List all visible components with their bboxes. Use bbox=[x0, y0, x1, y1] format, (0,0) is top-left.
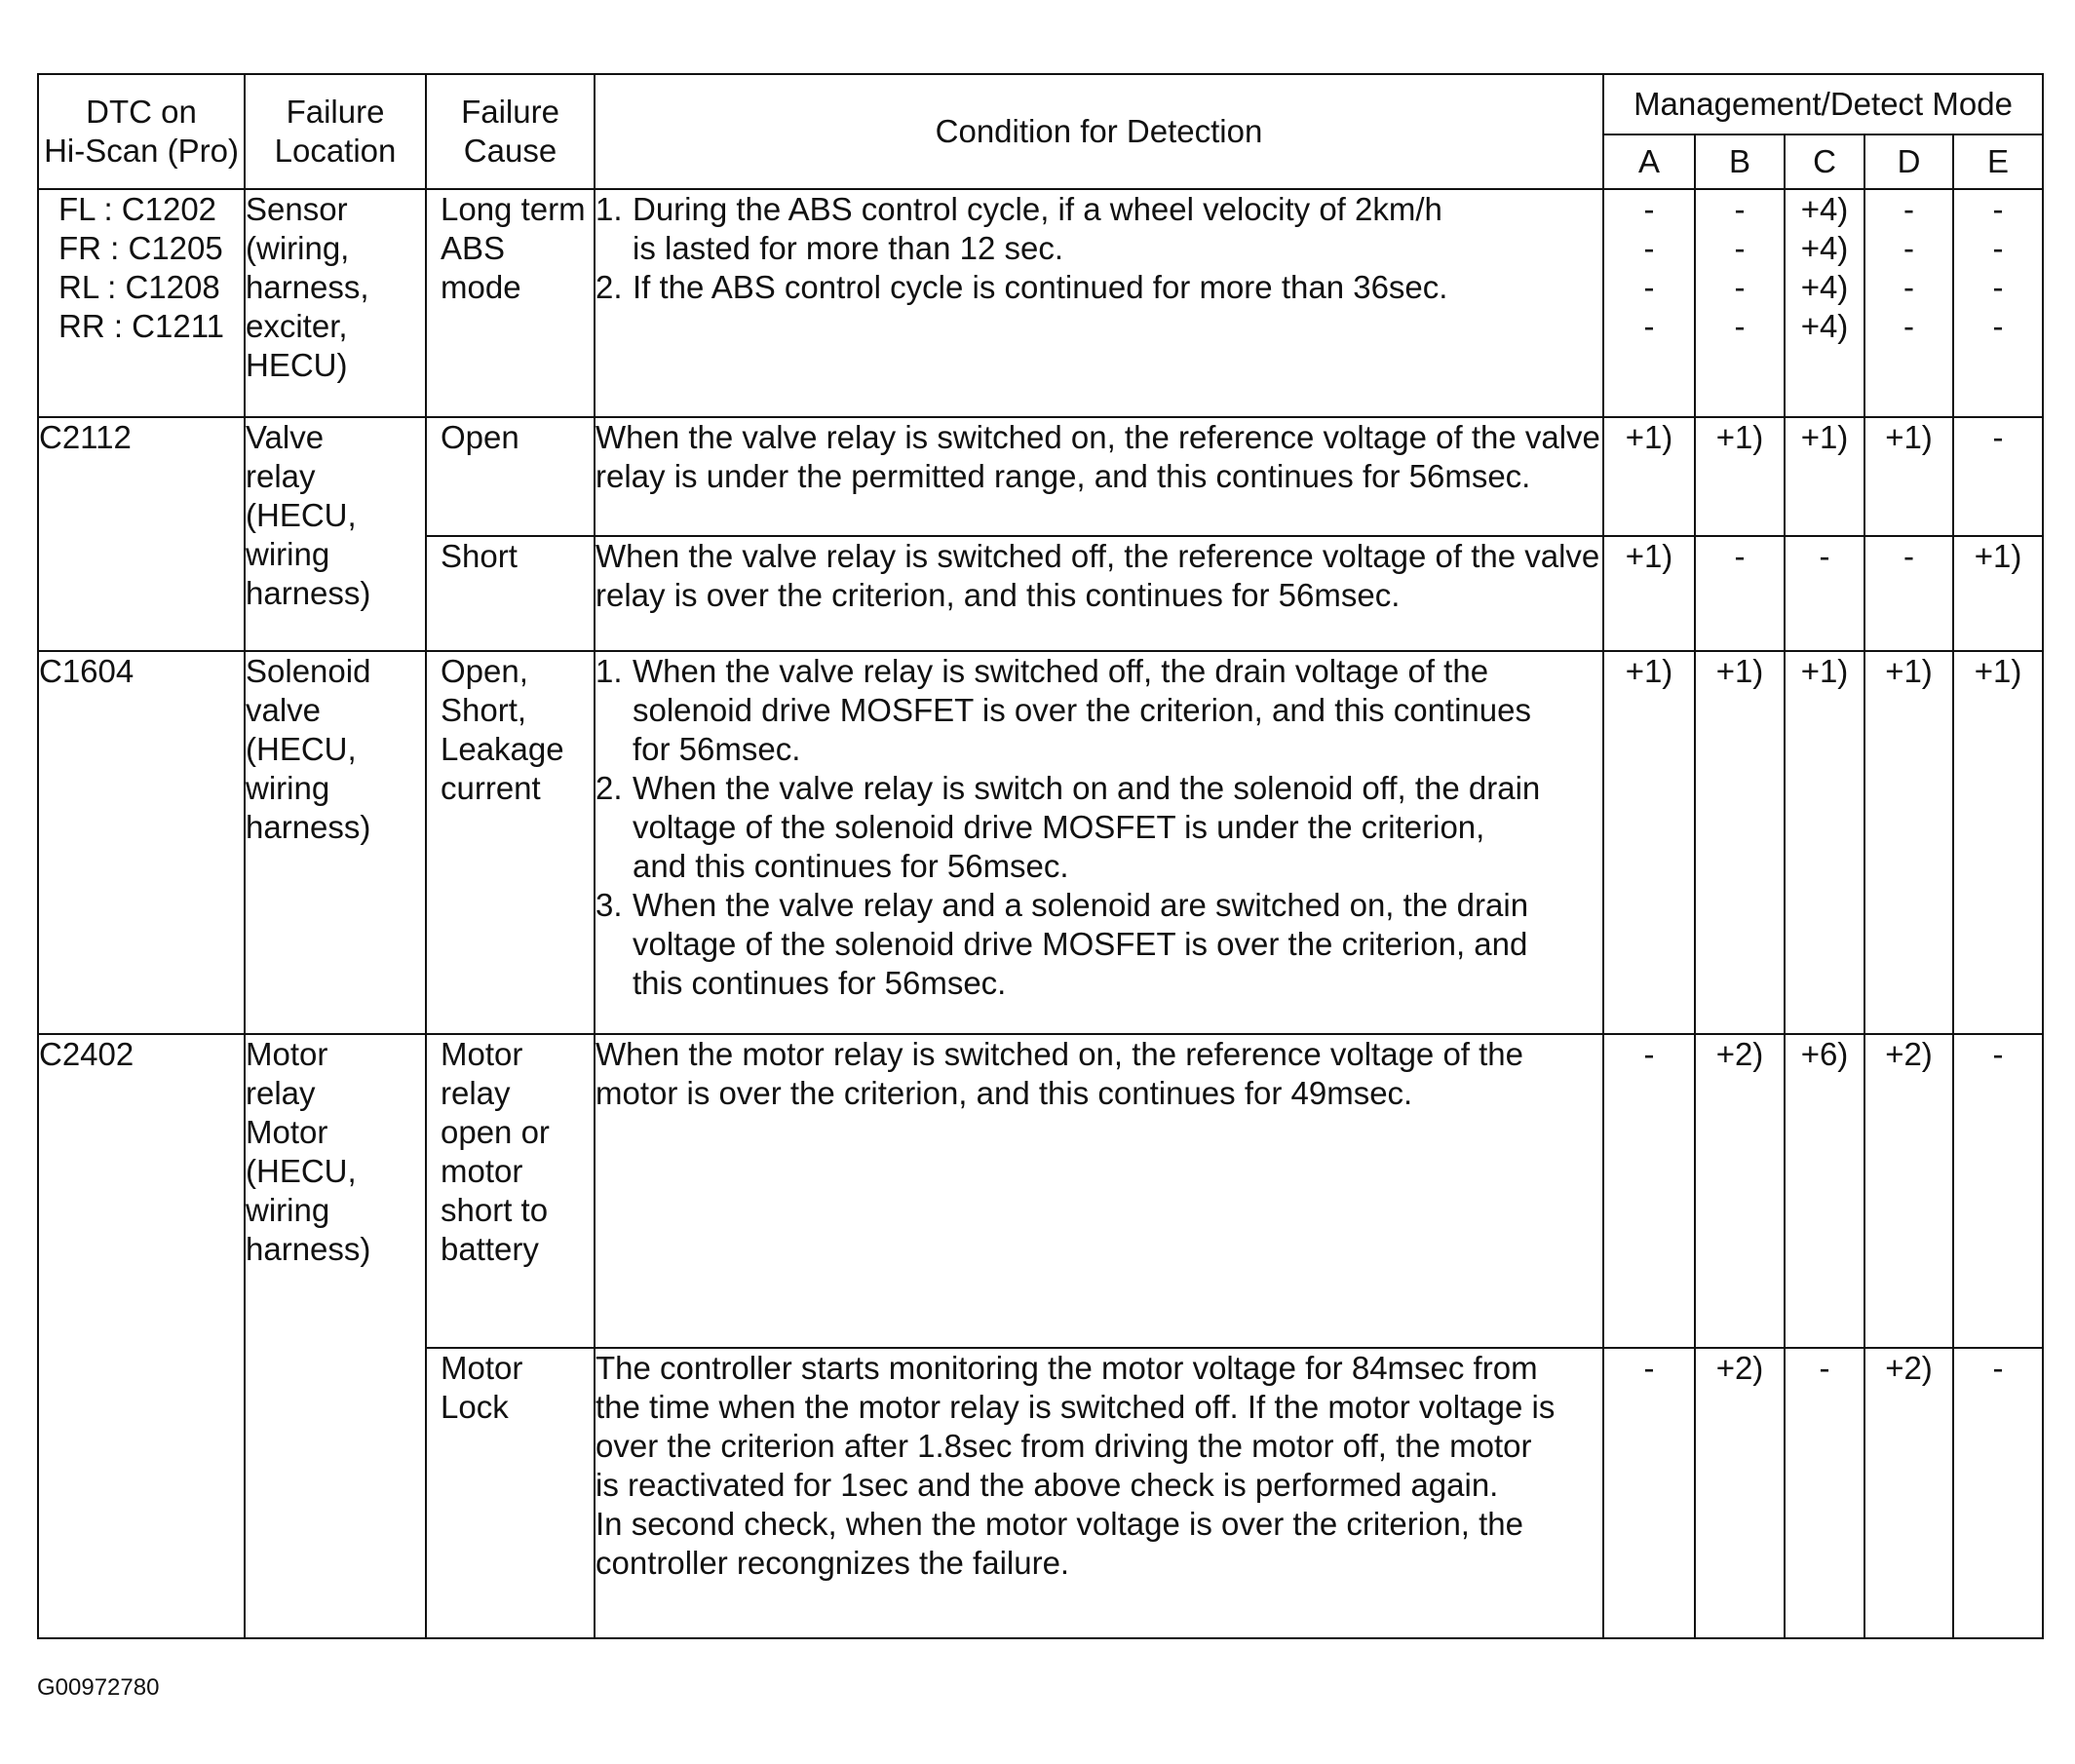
mode-b-value: +2) bbox=[1695, 1034, 1785, 1348]
failure-location: Motor relay Motor (HECU, wiring harness) bbox=[245, 1034, 426, 1638]
condition-item: 1. During the ABS control cycle, if a wheel velocity of 2km/h is lasted for more than 12 sec. bbox=[596, 191, 1442, 266]
figure-id: G00972780 bbox=[37, 1674, 160, 1701]
header-failure-cause: Failure Cause bbox=[426, 74, 595, 189]
mode-c-value: +1) bbox=[1785, 417, 1864, 536]
mode-d-value: - bbox=[1864, 536, 1953, 651]
condition-list bbox=[596, 652, 1602, 1003]
condition-text: When the motor relay is switched on, the reference voltage of the motor is over the criterion, and this continues for 49msec. bbox=[595, 1034, 1603, 1348]
mode-a-value: +1) bbox=[1603, 536, 1695, 651]
table-row bbox=[38, 417, 2043, 536]
failure-location: Valve relay (HECU, wiring harness) bbox=[245, 417, 426, 651]
condition-cell bbox=[595, 651, 1603, 1034]
mode-d-value: +1) bbox=[1864, 417, 1953, 536]
failure-location: Sensor (wiring, harness, exciter, HECU) bbox=[245, 189, 426, 417]
condition-item: 3. When the valve relay and a solenoid are switched on, the drain voltage of the solenoid drive MOSFET is over the criterion, and this continues for 56msec. bbox=[596, 887, 1529, 1001]
failure-cause: Motor Lock bbox=[426, 1348, 595, 1638]
mode-d-value: +2) bbox=[1864, 1348, 1953, 1638]
mode-a-value: - bbox=[1603, 1034, 1695, 1348]
mode-c-cell: +4) +4) +4) +4) bbox=[1785, 189, 1864, 417]
header-dtc: DTC on Hi-Scan (Pro) bbox=[38, 74, 245, 189]
dtc-code: C1604 bbox=[38, 651, 245, 1034]
mode-a-value: +1) bbox=[1603, 651, 1695, 1034]
mode-c-value: - bbox=[1785, 1348, 1864, 1638]
table-row bbox=[38, 1034, 2043, 1348]
mode-e-value: +1) bbox=[1953, 651, 2043, 1034]
condition-item: 2. When the valve relay is switch on and the solenoid off, the drain voltage of the solenoid drive MOSFET is under the criterion, and this continues for 56msec. bbox=[596, 770, 1541, 884]
header-mode-e: E bbox=[1953, 134, 2043, 189]
condition-text: When the valve relay is switched off, the reference voltage of the valve relay is over the criterion, and this continues for 56msec. bbox=[595, 536, 1603, 651]
mode-b-value: +1) bbox=[1695, 417, 1785, 536]
mode-e-value: - bbox=[1953, 1348, 2043, 1638]
condition-text: When the valve relay is switched on, the reference voltage of the valve relay is under the permitted range, and this continues for 56msec. bbox=[595, 417, 1603, 536]
mode-e-value: - bbox=[1953, 417, 2043, 536]
header-mode-a: A bbox=[1603, 134, 1695, 189]
header-mode-group: Management/Detect Mode bbox=[1603, 74, 2043, 134]
mode-a-value: +1) bbox=[1603, 417, 1695, 536]
dtc-code: FL : C1202 FR : C1205 RL : C1208 RR : C1211 bbox=[38, 189, 245, 417]
header-mode-b: B bbox=[1695, 134, 1785, 189]
mode-b-cell: - - - - bbox=[1695, 189, 1785, 417]
mode-a-cell: - - - - bbox=[1603, 189, 1695, 417]
condition-text: The controller starts monitoring the motor voltage for 84msec from the time when the motor relay is switched off. If the motor voltage is over the criterion after 1.8sec from driving the motor off, the motor is reactivated for 1sec and the above check is performed again. In second check, when the motor voltage is over the criterion, the controller recongnizes the failure. bbox=[595, 1348, 1603, 1638]
mode-e-cell: - - - - bbox=[1953, 189, 2043, 417]
mode-e-value: - bbox=[1953, 1034, 2043, 1348]
mode-a-value: - bbox=[1603, 1348, 1695, 1638]
dtc-code: C2112 bbox=[38, 417, 245, 651]
mode-c-value: - bbox=[1785, 536, 1864, 651]
condition-list bbox=[596, 190, 1602, 307]
mode-d-value: +2) bbox=[1864, 1034, 1953, 1348]
header-mode-c: C bbox=[1785, 134, 1864, 189]
mode-e-value: +1) bbox=[1953, 536, 2043, 651]
failure-cause: Open bbox=[426, 417, 595, 536]
failure-location: Solenoid valve (HECU, wiring harness) bbox=[245, 651, 426, 1034]
header-condition: Condition for Detection bbox=[595, 74, 1603, 189]
condition-cell bbox=[595, 189, 1603, 417]
mode-b-value: +1) bbox=[1695, 651, 1785, 1034]
mode-c-value: +6) bbox=[1785, 1034, 1864, 1348]
failure-cause: Open, Short, Leakage current bbox=[426, 651, 595, 1034]
dtc-code: C2402 bbox=[38, 1034, 245, 1638]
dtc-table bbox=[37, 73, 2044, 1639]
mode-c-value: +1) bbox=[1785, 651, 1864, 1034]
mode-d-cell: - - - - bbox=[1864, 189, 1953, 417]
failure-cause: Short bbox=[426, 536, 595, 651]
mode-d-value: +1) bbox=[1864, 651, 1953, 1034]
failure-cause: Motor relay open or motor short to battery bbox=[426, 1034, 595, 1348]
condition-item: 2. If the ABS control cycle is continued for more than 36sec. bbox=[596, 269, 1448, 305]
header-mode-d: D bbox=[1864, 134, 1953, 189]
header-failure-location: Failure Location bbox=[245, 74, 426, 189]
failure-cause: Long term ABS mode bbox=[426, 189, 595, 417]
mode-b-value: +2) bbox=[1695, 1348, 1785, 1638]
condition-item: 1. When the valve relay is switched off, the drain voltage of the solenoid drive MOSFET is over the criterion, and this continues for 56msec. bbox=[596, 653, 1531, 767]
table-row bbox=[38, 189, 2043, 417]
table-row bbox=[38, 651, 2043, 1034]
mode-b-value: - bbox=[1695, 536, 1785, 651]
